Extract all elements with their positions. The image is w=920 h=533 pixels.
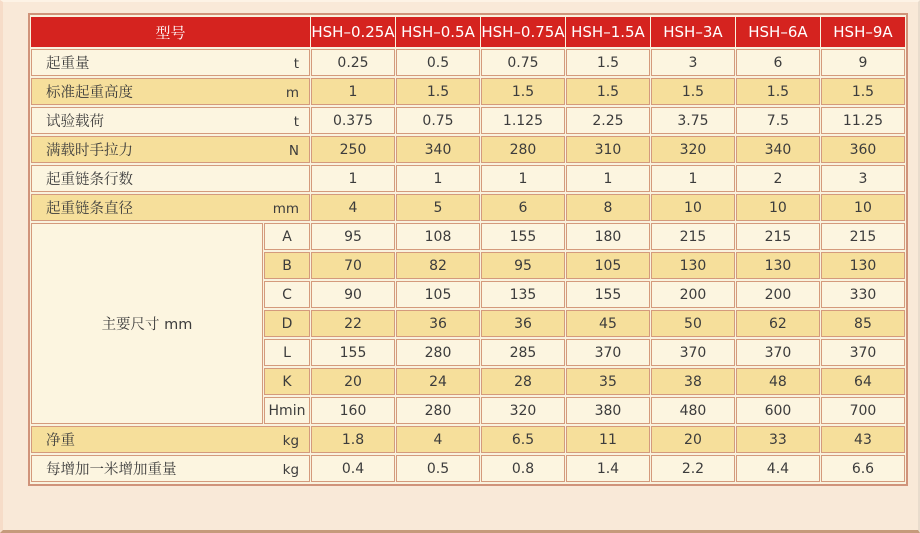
value-cell: 43 <box>821 426 905 453</box>
specification-table <box>28 13 908 486</box>
value-cell: 24 <box>396 368 480 395</box>
row-label-cell <box>31 107 310 134</box>
value-cell: 6 <box>481 194 565 221</box>
value-cell: 1.5 <box>736 78 820 105</box>
value-cell: 1.5 <box>566 78 650 105</box>
value-cell: 28 <box>481 368 565 395</box>
value-cell: 700 <box>821 397 905 424</box>
value-cell: 285 <box>481 339 565 366</box>
value-cell: 50 <box>651 310 735 337</box>
value-cell: 1.5 <box>396 78 480 105</box>
row-label-cell <box>31 49 310 76</box>
row-unit: mm <box>272 201 300 217</box>
value-cell: 1 <box>651 165 735 192</box>
value-cell: 85 <box>821 310 905 337</box>
value-cell: 62 <box>736 310 820 337</box>
value-cell: 130 <box>651 252 735 279</box>
value-cell: 9 <box>821 49 905 76</box>
dimension-key: L <box>264 339 310 366</box>
value-cell: 1 <box>311 78 395 105</box>
table-row-lifting-capacity <box>31 49 905 76</box>
value-cell: 0.5 <box>396 49 480 76</box>
table-header-row <box>31 17 905 47</box>
value-cell: 33 <box>736 426 820 453</box>
value-cell: 36 <box>396 310 480 337</box>
table-row-standard-lifting-height <box>31 78 905 105</box>
row-label: 起重链条直径 <box>46 201 133 217</box>
model-column-header: HSH–0.5A <box>396 17 480 47</box>
value-cell: 330 <box>821 281 905 308</box>
value-cell: 135 <box>481 281 565 308</box>
value-cell: 0.75 <box>396 107 480 134</box>
value-cell: 155 <box>311 339 395 366</box>
value-cell: 6.6 <box>821 455 905 482</box>
row-label: 起重量 <box>46 56 90 72</box>
value-cell: 7.5 <box>736 107 820 134</box>
value-cell: 10 <box>821 194 905 221</box>
value-cell: 0.5 <box>396 455 480 482</box>
dimension-key: Hmin <box>264 397 310 424</box>
value-cell: 180 <box>566 223 650 250</box>
value-cell: 340 <box>396 136 480 163</box>
value-cell: 5 <box>396 194 480 221</box>
value-cell: 2.2 <box>651 455 735 482</box>
value-cell: 215 <box>736 223 820 250</box>
value-cell: 38 <box>651 368 735 395</box>
value-cell: 380 <box>566 397 650 424</box>
dimension-key: K <box>264 368 310 395</box>
dimension-key: D <box>264 310 310 337</box>
value-cell: 70 <box>311 252 395 279</box>
value-cell: 340 <box>736 136 820 163</box>
row-label-cell <box>31 136 310 163</box>
value-cell: 280 <box>396 397 480 424</box>
row-label: 每增加一米增加重量 <box>46 462 177 478</box>
value-cell: 4 <box>311 194 395 221</box>
dimensions-section-label: 主要尺寸 mm <box>31 223 263 424</box>
row-unit: m <box>285 85 300 101</box>
table-row-net-weight <box>31 426 905 453</box>
value-cell: 1.5 <box>651 78 735 105</box>
value-cell: 370 <box>821 339 905 366</box>
model-column-header: HSH–3A <box>651 17 735 47</box>
value-cell: 36 <box>481 310 565 337</box>
value-cell: 130 <box>821 252 905 279</box>
table-row-chain-falls <box>31 165 905 192</box>
row-label-cell <box>31 165 310 192</box>
value-cell: 45 <box>566 310 650 337</box>
value-cell: 1.8 <box>311 426 395 453</box>
value-cell: 1.125 <box>481 107 565 134</box>
value-cell: 2.25 <box>566 107 650 134</box>
value-cell: 64 <box>821 368 905 395</box>
value-cell: 370 <box>651 339 735 366</box>
model-column-header: HSH–1.5A <box>566 17 650 47</box>
model-column-header: HSH–6A <box>736 17 820 47</box>
value-cell: 0.4 <box>311 455 395 482</box>
value-cell: 160 <box>311 397 395 424</box>
value-cell: 90 <box>311 281 395 308</box>
value-cell: 280 <box>481 136 565 163</box>
value-cell: 1 <box>481 165 565 192</box>
value-cell: 155 <box>566 281 650 308</box>
value-cell: 95 <box>311 223 395 250</box>
table-row-chain-diameter <box>31 194 905 221</box>
value-cell: 280 <box>396 339 480 366</box>
value-cell: 0.75 <box>481 49 565 76</box>
value-cell: 480 <box>651 397 735 424</box>
value-cell: 1.5 <box>566 49 650 76</box>
dimension-key: C <box>264 281 310 308</box>
dimension-key: A <box>264 223 310 250</box>
value-cell: 320 <box>481 397 565 424</box>
value-cell: 108 <box>396 223 480 250</box>
row-unit: kg <box>282 462 300 478</box>
value-cell: 200 <box>736 281 820 308</box>
row-unit: kg <box>282 433 300 449</box>
value-cell: 3.75 <box>651 107 735 134</box>
value-cell: 250 <box>311 136 395 163</box>
row-label: 满载时手拉力 <box>46 143 133 159</box>
value-cell: 82 <box>396 252 480 279</box>
value-cell: 2 <box>736 165 820 192</box>
value-cell: 10 <box>736 194 820 221</box>
value-cell: 48 <box>736 368 820 395</box>
model-column-header: HSH–9A <box>821 17 905 47</box>
value-cell: 11 <box>566 426 650 453</box>
model-header-label: 型号 <box>31 17 310 47</box>
value-cell: 1.5 <box>821 78 905 105</box>
value-cell: 95 <box>481 252 565 279</box>
value-cell: 1 <box>311 165 395 192</box>
row-label: 试验载荷 <box>46 114 104 130</box>
row-label: 净重 <box>46 433 75 449</box>
row-label: 起重链条行数 <box>46 172 133 188</box>
row-unit: t <box>293 114 300 130</box>
value-cell: 370 <box>566 339 650 366</box>
table-row-weight-per-extra-meter <box>31 455 905 482</box>
row-unit: t <box>293 56 300 72</box>
value-cell: 20 <box>651 426 735 453</box>
value-cell: 320 <box>651 136 735 163</box>
row-label-cell <box>31 455 310 482</box>
value-cell: 4.4 <box>736 455 820 482</box>
value-cell: 4 <box>396 426 480 453</box>
value-cell: 0.8 <box>481 455 565 482</box>
row-unit: N <box>288 143 300 159</box>
row-label: 标准起重高度 <box>46 85 133 101</box>
value-cell: 1 <box>396 165 480 192</box>
value-cell: 130 <box>736 252 820 279</box>
value-cell: 20 <box>311 368 395 395</box>
value-cell: 35 <box>566 368 650 395</box>
table-row-test-load <box>31 107 905 134</box>
value-cell: 10 <box>651 194 735 221</box>
value-cell: 215 <box>651 223 735 250</box>
value-cell: 310 <box>566 136 650 163</box>
value-cell: 3 <box>651 49 735 76</box>
value-cell: 1.4 <box>566 455 650 482</box>
value-cell: 360 <box>821 136 905 163</box>
value-cell: 11.25 <box>821 107 905 134</box>
table-row-hand-pull-at-full-load <box>31 136 905 163</box>
value-cell: 105 <box>396 281 480 308</box>
value-cell: 22 <box>311 310 395 337</box>
value-cell: 8 <box>566 194 650 221</box>
value-cell: 0.375 <box>311 107 395 134</box>
model-column-header: HSH–0.25A <box>311 17 395 47</box>
model-column-header: HSH–0.75A <box>481 17 565 47</box>
value-cell: 200 <box>651 281 735 308</box>
row-label-cell <box>31 78 310 105</box>
value-cell: 1 <box>566 165 650 192</box>
value-cell: 1.5 <box>481 78 565 105</box>
value-cell: 105 <box>566 252 650 279</box>
value-cell: 6.5 <box>481 426 565 453</box>
value-cell: 600 <box>736 397 820 424</box>
row-label-cell <box>31 426 310 453</box>
value-cell: 6 <box>736 49 820 76</box>
table-row-dimension-A <box>31 223 905 250</box>
value-cell: 3 <box>821 165 905 192</box>
dimension-key: B <box>264 252 310 279</box>
row-label-cell <box>31 194 310 221</box>
value-cell: 155 <box>481 223 565 250</box>
value-cell: 370 <box>736 339 820 366</box>
value-cell: 0.25 <box>311 49 395 76</box>
value-cell: 215 <box>821 223 905 250</box>
